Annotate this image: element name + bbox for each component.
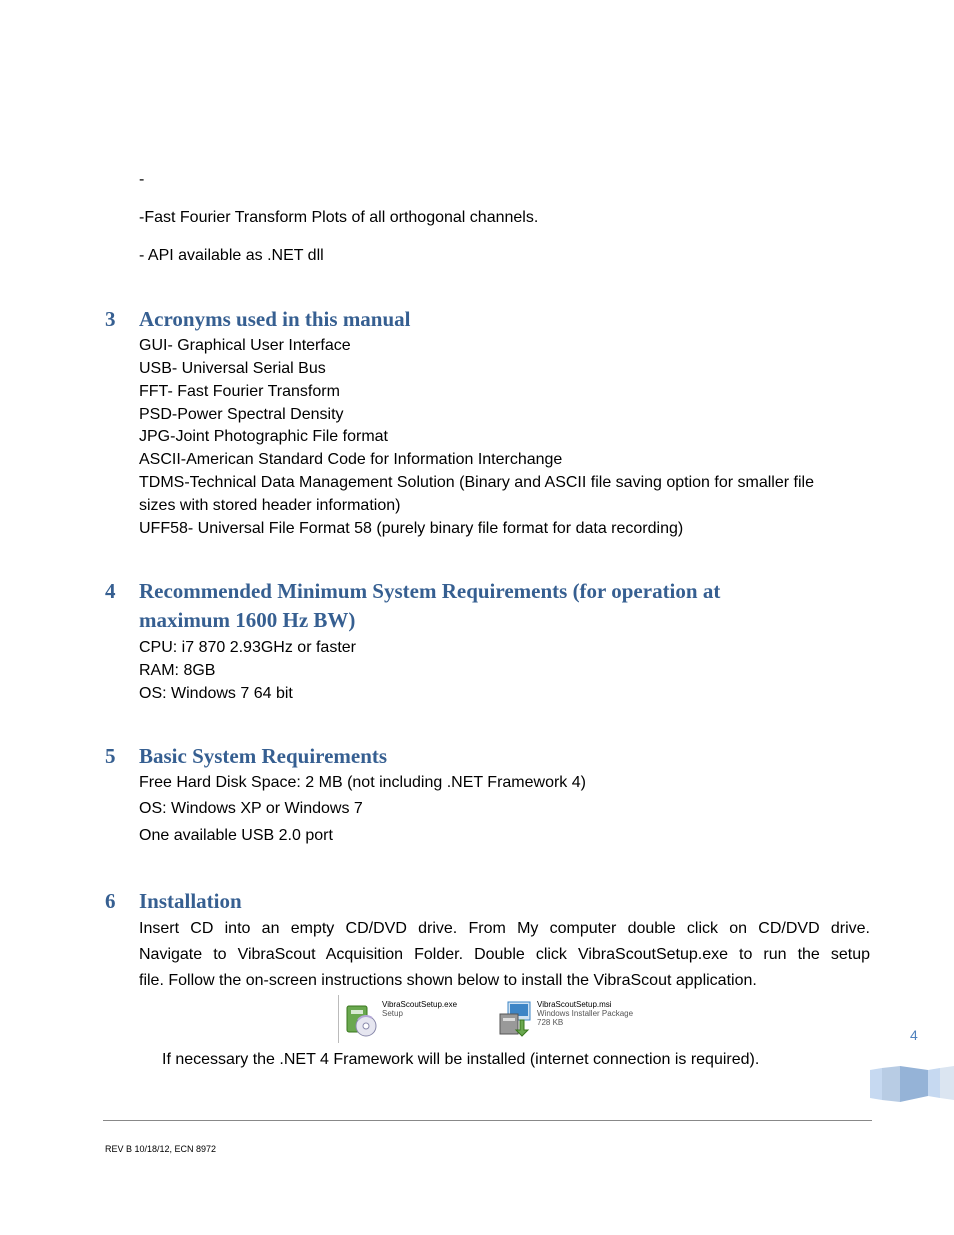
- requirement-line: One available USB 2.0 port: [139, 827, 333, 844]
- setup-exe-file[interactable]: [343, 1000, 457, 1038]
- section-number: 4: [105, 579, 116, 603]
- requirement-line: RAM: 8GB: [139, 662, 216, 679]
- section-heading: Acronyms used in this manual: [139, 307, 411, 331]
- acronym-line: JPG-Joint Photographic File format: [139, 428, 388, 445]
- page-number: 4: [910, 1027, 918, 1043]
- setup-msi-file[interactable]: [498, 1000, 633, 1038]
- file-type: Windows Installer Package: [537, 1009, 634, 1018]
- section-number: 3: [105, 307, 116, 331]
- paragraph-line: Insert CD into an empty CD/DVD drive. From My computer double click on CD/DVD drive.: [139, 920, 870, 937]
- section-heading: Basic System Requirements: [139, 744, 388, 768]
- section-heading: Installation: [139, 889, 242, 913]
- requirement-line: OS: Windows XP or Windows 7: [139, 800, 363, 817]
- acronym-line: GUI- Graphical User Interface: [139, 337, 351, 354]
- requirement-line: OS: Windows 7 64 bit: [139, 685, 293, 702]
- acronym-line: PSD-Power Spectral Density: [139, 406, 344, 423]
- acronym-line: UFF58- Universal File Format 58 (purely binary file format for data recording): [139, 520, 684, 537]
- bullet-line: -: [139, 171, 145, 188]
- installation-paragraph: [139, 916, 870, 994]
- footer-divider: [103, 1120, 872, 1121]
- acronym-line: sizes with stored header information): [139, 497, 401, 514]
- section-heading: Recommended Minimum System Requirements (for operation at: [139, 579, 721, 603]
- section-heading-cont: maximum 1600 Hz BW): [139, 608, 356, 632]
- bullet-line: -Fast Fourier Transform Plots of all orthogonal channels.: [139, 209, 539, 226]
- section-number: 5: [105, 744, 116, 768]
- footer-revision: REV B 10/18/12, ECN 8972: [105, 1144, 217, 1154]
- requirement-line: CPU: i7 870 2.93GHz or faster: [139, 639, 356, 656]
- setup-exe-icon: [343, 1000, 379, 1038]
- file-type: Setup: [382, 1009, 403, 1018]
- acronym-line: USB- Universal Serial Bus: [139, 360, 326, 377]
- install-note: If necessary the .NET 4 Framework will be installed (internet connection is required).: [162, 1051, 760, 1068]
- installer-package-icon: [498, 1000, 534, 1038]
- acronym-line: ASCII-American Standard Code for Information Interchange: [139, 451, 563, 468]
- file-meta: [537, 1000, 633, 1027]
- paragraph-line: file. Follow the on-screen instructions shown below to install the VibraScout application.: [139, 972, 757, 989]
- file-meta: [382, 1000, 457, 1018]
- file-name: VibraScoutSetup.msi: [537, 1000, 612, 1009]
- file-name: VibraScoutSetup.exe: [382, 1000, 458, 1009]
- section-number: 6: [105, 889, 116, 913]
- bullet-line: - API available as .NET dll: [139, 247, 324, 264]
- image-divider: [338, 995, 339, 1043]
- requirement-line: Free Hard Disk Space: 2 MB (not including .NET Framework 4): [139, 774, 586, 791]
- page-corner-decoration: [870, 1064, 954, 1102]
- file-size: 728 KB: [537, 1018, 564, 1027]
- acronym-line: TDMS-Technical Data Management Solution (Binary and ASCII file saving option for smaller file: [139, 474, 814, 491]
- acronym-line: FFT- Fast Fourier Transform: [139, 383, 340, 400]
- paragraph-line: Navigate to VibraScout Acquisition Folder. Double click VibraScoutSetup.exe to run the setup: [139, 946, 870, 963]
